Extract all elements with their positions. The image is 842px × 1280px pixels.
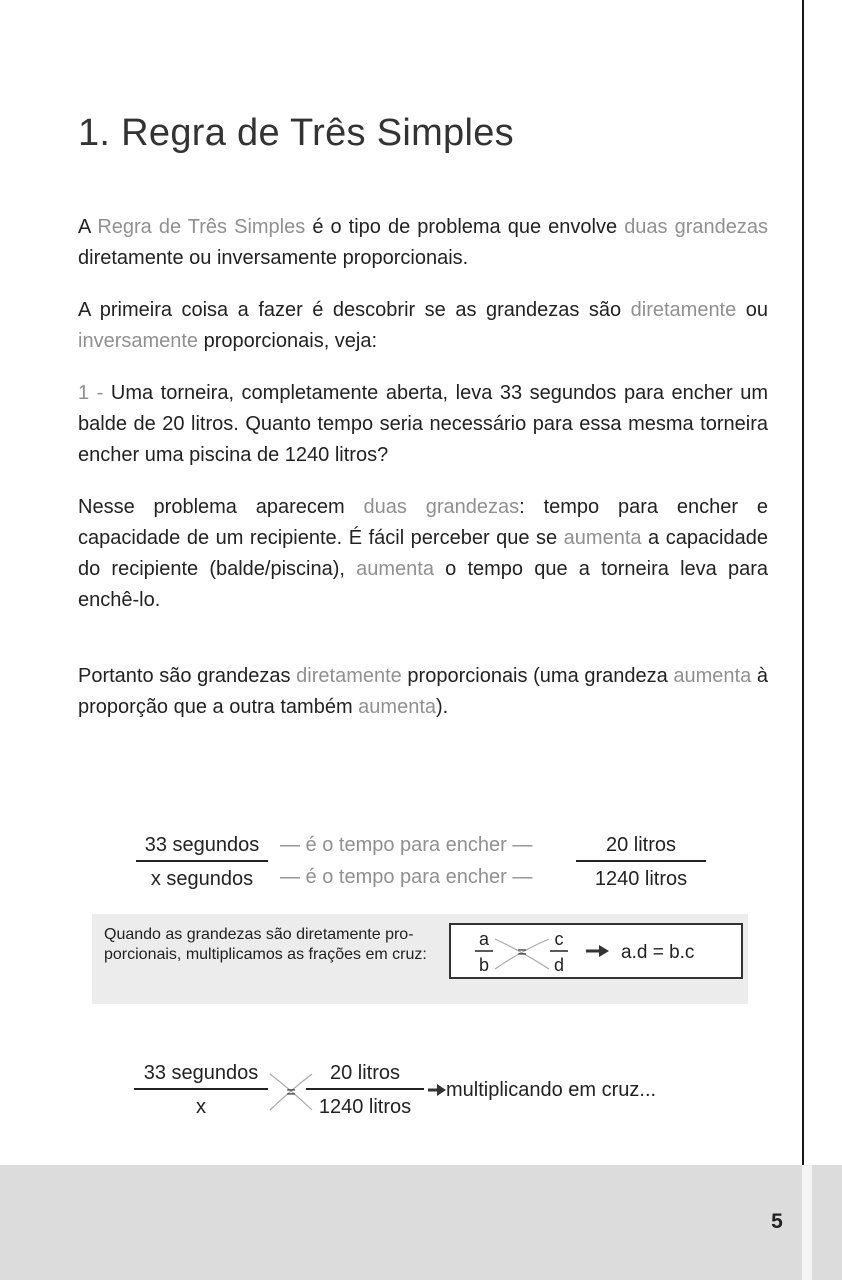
exercise-number: 1 -: [78, 382, 111, 404]
relation-label: — é o tempo para encher —: [280, 866, 533, 888]
formula-b: b: [478, 955, 490, 975]
page-title: 1. Regra de Três Simples: [78, 112, 514, 154]
highlight-term: aumenta: [356, 558, 434, 580]
highlight-term: duas grandezas: [624, 216, 769, 238]
fraction-bar: [136, 860, 268, 862]
fraction-numerator: 20 litros: [329, 1062, 401, 1084]
text: Uma torneira, completamente aberta, leva 33 segundos para encher um balde de 20 litros. Quanto tempo seria necessário para essa mesma torneira encher uma piscina de 1240 litros?: [78, 382, 768, 466]
paragraph-conclusion: [78, 661, 768, 723]
highlight-term: duas grandezas: [363, 496, 520, 518]
formula-c: c: [554, 929, 564, 949]
text: ou: [736, 299, 769, 321]
rule-callout: [92, 914, 748, 1004]
paragraph-intro: [78, 212, 768, 274]
formula-equals: =: [517, 944, 527, 961]
text: proporcionais, veja:: [198, 330, 378, 352]
text: ).: [436, 696, 449, 718]
formula-result: a.d = b.c: [621, 942, 695, 963]
text: à proporção que a outra também: [78, 665, 768, 718]
fraction-right: [306, 1060, 424, 1120]
footer-bar: [0, 1165, 842, 1280]
margin-rule: [802, 0, 804, 1280]
text: é o tipo de problema que envolve: [305, 216, 625, 238]
fraction-denominator: 1240 litros: [318, 1096, 412, 1118]
body-text: [78, 212, 768, 744]
fraction-denominator: 1240 litros: [594, 868, 688, 890]
fraction-numerator: 20 litros: [605, 834, 677, 856]
rule-text: Quando as grandezas são diretamente pro-porcionais, multiplicamos as frações em cruz:: [104, 926, 427, 963]
text: Portanto são grandezas: [78, 665, 297, 687]
cross-equation: [130, 1060, 770, 1130]
fraction-numerator: 33 segundos: [143, 1062, 259, 1084]
highlight-term: aumenta: [358, 696, 437, 718]
formula-box: [449, 923, 743, 979]
relation-label: — é o tempo para encher —: [280, 834, 533, 856]
page-number: 5: [771, 1210, 783, 1233]
cross-multiplication-formula: [451, 925, 741, 977]
highlight-term: diretamente: [296, 665, 402, 687]
footer-gap: [802, 1165, 812, 1280]
paragraph-analysis: [78, 492, 768, 616]
text: o tempo que a torneira leva para enchê-lo.: [78, 558, 768, 611]
text: Nesse problema aparecem: [78, 496, 364, 518]
text: A: [78, 216, 98, 238]
arrow-right-icon: [428, 1084, 446, 1096]
fraction-left: [134, 1060, 268, 1120]
fraction-denominator: x segundos: [150, 868, 254, 890]
paragraph-exercise-1: [78, 378, 768, 471]
fraction-numerator: 33 segundos: [144, 834, 260, 856]
formula-a: a: [478, 929, 490, 949]
proportion-setup: [130, 832, 730, 894]
fraction-bar: [306, 1088, 424, 1090]
fraction-bar: [134, 1088, 268, 1090]
fraction-time: [136, 832, 268, 892]
fraction-denominator: x: [196, 1096, 206, 1118]
text: A primeira coisa a fazer é descobrir se as grandezas são: [78, 299, 631, 321]
highlight-term: inversamente: [78, 330, 199, 352]
highlight-term: Regra de Três Simples: [97, 216, 306, 238]
highlight-term: aumenta: [563, 527, 642, 549]
text: a capacidade do recipiente (balde/piscina),: [78, 527, 768, 580]
paragraph-first-step: [78, 295, 768, 357]
equals-sign: =: [286, 1084, 296, 1101]
highlight-term: diretamente: [630, 299, 737, 321]
text: proporcionais (uma grandeza: [401, 665, 674, 687]
text: diretamente ou inversamente proporcionais.: [78, 247, 469, 269]
arrow-right-icon: [586, 945, 609, 957]
fraction-volume: [576, 832, 706, 892]
fraction-bar: [576, 860, 706, 862]
text: : tempo para encher e capacidade de um recipiente. É fácil perceber que se: [78, 496, 768, 549]
formula-d: d: [553, 955, 565, 975]
equation-note: multiplicando em cruz...: [446, 1079, 657, 1101]
highlight-term: aumenta: [673, 665, 752, 687]
